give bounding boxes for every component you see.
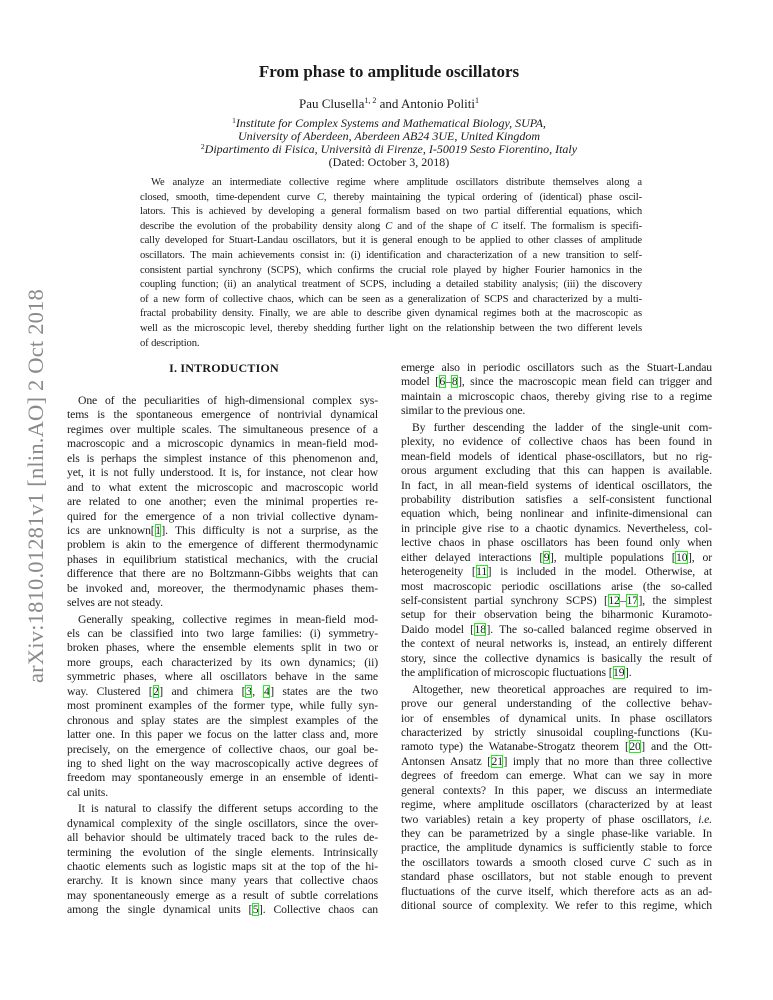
text-line: One of the peculiarities of high-dimensional complex sys- (78, 394, 378, 407)
text-line: heterogeneity [11] is included in the model. Otherwise, at (401, 565, 712, 579)
citation-link[interactable]: 3 (245, 684, 252, 698)
abstract-line: We analyze an intermediate collective regime where amplitude oscillators distribute themselves along a (151, 177, 642, 188)
text-line: may sponentaneously emerge as a result of subtle correlations (67, 888, 378, 902)
citation-link[interactable]: 21 (491, 754, 503, 768)
author-affiliation-marker: 1 (474, 96, 479, 105)
abstract-line: of description. (140, 337, 200, 349)
text-line: latter one. In this paper we focus on the latter class and, more (67, 728, 378, 742)
citation-link[interactable]: 6 (439, 375, 446, 389)
citation-link[interactable]: 17 (626, 594, 638, 607)
text-line: Altogether, new theoretical approaches are required to im- (412, 682, 712, 696)
date-line: (Dated: October 3, 2018) (328, 155, 450, 169)
text-line: most macroscopic periodic oscillations arise (the so-called (401, 579, 712, 593)
affiliation-text: Institute for Complex Systems and Mathematical Biology, SUPA, (235, 116, 546, 130)
abstract-line: coupling function; (ii) an analytical treatment of SCPS, including a detailed stability analysis; (iii) the discovery (140, 279, 642, 291)
affiliation-marker: 1 (232, 116, 236, 125)
text-line: ditional source of complexity. We refer to this regime, which (401, 899, 712, 913)
author-list (67, 96, 711, 112)
text-line: ior of ensembles of dynamical units. In phase oscillators (401, 711, 712, 725)
right-column (401, 361, 712, 916)
text-line: the oscillators towards a smooth closed curve C such as in (401, 855, 712, 869)
text-line: in principle give rise to a chaotic dynamics. Nevertheless, col- (401, 521, 712, 535)
text-line: regime, where amplitude oscillators (characterized by at least (401, 798, 712, 812)
text-line: either delayed interactions [9], multiple populations [10], or (401, 550, 712, 564)
paragraph (67, 613, 378, 801)
text-line: prove our general understanding of the collective behav- (401, 697, 712, 711)
abstract-line: consistent partial synchrony (SCPS), which confirms the crucial role played by higher Fourier hamonics in the (140, 264, 642, 276)
abstract-line: oscillators. The main achievements consist in: (i) identification and characterization of a new transition to self- (140, 249, 642, 261)
text-line: quired for the emergence of a non trivial collective dynam- (67, 509, 378, 523)
text-line: difference that there are no Boltzmann-Gibbs weights that can (67, 567, 378, 581)
citation-link[interactable]: 20 (629, 740, 641, 754)
citation-link[interactable]: 9 (543, 550, 550, 564)
text-line: It is natural to classify the different setups according to the (78, 802, 378, 816)
text-line: macroscopic and a microscopic dynamics in mean-field mod- (67, 437, 378, 451)
text-line: yet, it is not fully understood. It is, for instance, not clear how (67, 466, 378, 480)
text-line: freedom may spontaneously emerge in an ensemble of identi- (67, 771, 378, 785)
citation-link[interactable]: 2 (153, 684, 159, 698)
text-line: erarchy. It is known since many years that collective chaos (67, 874, 378, 888)
text-line: chaotic elements such as logistic maps sit at the top of the hi- (67, 860, 378, 873)
abstract-line: closed, smooth, time-dependent curve C, thereby maintaining the typical ordering of (identical) phase oscil- (140, 191, 642, 203)
text-line: plexity, no evidence of collective chaos has been found in (401, 435, 712, 449)
text-line: the context of neural networks is, instead, an entirely different (401, 637, 712, 651)
citation-link[interactable]: 1 (155, 523, 161, 537)
text-line: are related to one another; even the minimal properties re- (67, 495, 378, 509)
text-line: selves are not steady. (67, 596, 163, 610)
arxiv-identifier-watermark: arXiv:1810.01281v1 [nlin.AO] 2 Oct 2018 (23, 288, 48, 684)
text-line: setup for their observation being the biharmonic Kuramoto- (401, 608, 712, 622)
text-line: emerge also in periodic oscillators such as the Stuart-Landau (401, 361, 712, 374)
abstract-line: describe the evolution of the probability density along C and of the shape of C itself. The formalism is specifi- (140, 220, 642, 232)
text-line: phases in equilibrium statistical mechanics, with the crucial (67, 552, 378, 566)
text-line: ing to shed light on the way macroscopically active degrees of (67, 756, 378, 770)
text-line: general contexts? In this paper, we discuss an intermediate (401, 783, 712, 797)
author-name: Pau Clusella (299, 96, 365, 111)
abstract-line: lators. This is achieved by developing a general formalism based on two partial differential equations, which (140, 206, 642, 218)
text-line: ramoto type) the Watanabe-Strogatz theorem [20] and the Ott- (401, 740, 712, 754)
citation-link[interactable]: 11 (476, 565, 488, 579)
text-line: orous argument excluding that this can happen is available. (401, 464, 712, 478)
paragraph (401, 361, 712, 419)
author-conjunction: and (379, 96, 399, 111)
text-line: chronous and splay states are the simplest examples of the (67, 713, 378, 727)
affiliation-text: University of Aberdeen, Aberdeen AB24 3UE, United Kingdom (237, 129, 541, 143)
text-line: characterized by strictly sinusoidal coupling-functions (Ku- (401, 725, 712, 739)
text-line: In fact, in all mean-field systems of identical oscillators, the (401, 478, 712, 492)
affiliation-marker: 2 (200, 142, 205, 151)
text-line: els can be classified into two large families: (i) symmetry- (67, 627, 378, 640)
paragraph (67, 802, 378, 918)
text-line: be invoked and, moreover, the thermodynamic phases them- (67, 581, 378, 595)
text-line: way. Clustered [2] and chimera [3, 4] states are the two (67, 684, 378, 698)
text-line: practice, the amplitude dynamics is sufficiently stable to force (401, 841, 712, 855)
text-line: problem is akin to the emergence of different thermodynamic (67, 538, 378, 552)
text-line: Antonsen Ansatz [21] imply that no more than three collective (401, 754, 712, 768)
text-line: fluctuations of the curve itself, which therefore acts as an ad- (401, 884, 712, 898)
text-line: story, since the collective dynamics is basically the result of (401, 651, 712, 665)
text-line: By further descending the ladder of the single-unit com- (412, 420, 712, 434)
text-line: similar to the previous one. (401, 404, 526, 418)
text-line: dynamical complexity of the single oscillators, since the over- (67, 816, 378, 830)
section-heading-introduction: I. INTRODUCTION (169, 361, 279, 375)
abstract-line: cally developed for Stuart-Landau oscillators, but it is general enough to be applied to other classes of amplitude (140, 235, 642, 247)
citation-link[interactable]: 10 (675, 550, 688, 564)
text-line: equation which, being nonlinear and infinite-dimensional can (401, 507, 712, 521)
text-line: model [6–8], since the macroscopic mean field can trigger and (401, 375, 713, 389)
abstract-line: fractal probability density. Finally, we are able to describe given dynamical regimes both at the macroscopic as (140, 308, 642, 320)
text-line: mean-field models of identical phase-oscillators, but no rig- (401, 449, 712, 463)
text-line: the amplification of microscopic fluctuations [19]. (401, 666, 632, 680)
author-name: Antonio Politi (400, 96, 475, 111)
text-line: tems is the spontaneous emergence of nontrivial dynamical (67, 408, 378, 422)
text-line: cal units. (67, 785, 108, 799)
citation-link[interactable]: 19 (613, 666, 625, 680)
text-line: termining the evolution of the single elements. Intrinsically (67, 845, 378, 859)
text-line: most prominent examples of the former type, while fully syn- (67, 699, 378, 713)
text-line: two variables) retain a key property of phase oscillators, i.e. (401, 812, 712, 826)
text-line: regimes over multiple scales. The simultaneous presence of a (67, 422, 378, 436)
abstract (140, 176, 642, 351)
text-line: symmetric phases, where all oscillators behave in the same (67, 670, 378, 684)
text-line: lective chaos in phase oscillators has been found only when (401, 536, 712, 550)
paragraph (401, 683, 712, 914)
paper-title: From phase to amplitude oscillators (258, 62, 520, 81)
text-line: more groups, each characterized by its own dynamics; (ii) (67, 655, 378, 669)
paragraph (67, 394, 378, 611)
citation-link[interactable]: 18 (474, 622, 486, 636)
text-line: all behavior should be ultimately traced back to the rules de- (67, 831, 378, 845)
text-line: they can be parametrized by a single phase-like variable. In (401, 827, 712, 840)
affiliation-text: Dipartimento di Fisica, Università di Firenze, I-50019 Sesto Fiorentino, Italy (204, 142, 578, 156)
text-line: ics are unknown[1]. This difficulty is not a surprise, as the (67, 523, 378, 537)
text-line: precisely, on the emergence of collective chaos, our goal be- (67, 742, 378, 756)
abstract-line: of a new form of collective chaos, which can be seen as a generalization of SCPS and characterized by a multi- (140, 293, 642, 305)
citation-link[interactable]: 5 (252, 903, 259, 917)
author-affiliation-marker: 1, 2 (364, 96, 377, 105)
text-line: and to what extent the microscopic and macroscopic world (67, 480, 378, 494)
text-line: probability distribution satisfies a self-consistent functional (401, 492, 712, 506)
abstract-line: well as the microscopic level, thereby shedding further light on the relationship between the two different levels (140, 322, 642, 334)
citation-link[interactable]: 8 (451, 375, 458, 389)
text-line: self-consistent partial synchrony SCPS) [12–17], the simplest (401, 594, 712, 607)
text-line: broken phases, where the ensemble elements split in two or (67, 641, 378, 655)
citation-link[interactable]: 4 (263, 684, 270, 698)
paragraph (401, 421, 712, 681)
text-line: Daido model [18]. The so-called balanced regime observed in (401, 622, 712, 636)
text-line: els is perhaps the simplest instance of this phenomenon and, (67, 451, 378, 465)
text-line: among the single dynamical units [5]. Collective chaos can (67, 903, 378, 917)
text-line: Generally speaking, collective regimes in mean-field mod- (78, 612, 378, 626)
left-column (67, 394, 378, 920)
text-line: maintain a microscopic chaos, thereby giving rise to a regime (401, 389, 712, 403)
citation-link[interactable]: 12 (608, 594, 620, 607)
text-line: degrees of freedom can emerge. What can we say in more (401, 769, 712, 783)
text-line: standard phase oscillators, but not stable enough to prevent (401, 870, 712, 884)
